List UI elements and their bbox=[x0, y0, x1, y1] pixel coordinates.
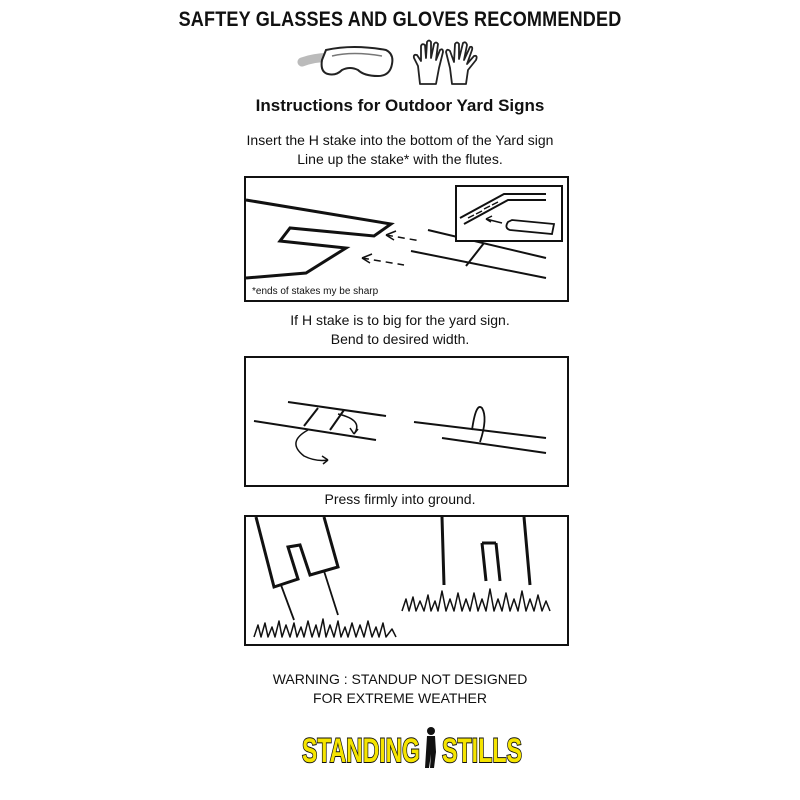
step3-text-line1: Press firmly into ground. bbox=[324, 491, 476, 507]
step2-text-line2: Bend to desired width. bbox=[330, 331, 470, 347]
insert-stake-panel bbox=[244, 176, 569, 302]
standing-person-icon bbox=[425, 727, 436, 768]
safety-warning-heading: SAFTEY GLASSES AND GLOVES RECOMMENDED bbox=[178, 8, 622, 31]
press-into-ground-panel bbox=[244, 515, 569, 646]
bend-stake-illustration bbox=[246, 358, 567, 485]
gloves-icon bbox=[410, 38, 490, 86]
step1-text-line2: Line up the stake* with the flutes. bbox=[297, 151, 503, 167]
safety-glasses-icon bbox=[298, 42, 398, 82]
standing-stills-logo bbox=[300, 724, 525, 770]
instructions-title: Instructions for Outdoor Yard Signs bbox=[255, 96, 545, 115]
insert-stake-illustration bbox=[246, 178, 567, 300]
bend-stake-panel bbox=[244, 356, 569, 487]
step2-text-line1: If H stake is to big for the yard sign. bbox=[290, 312, 510, 328]
ground-install-illustration bbox=[246, 517, 567, 644]
weather-warning-line1: WARNING : STANDUP NOT DESIGNED bbox=[272, 671, 528, 687]
weather-warning-line2: FOR EXTREME WEATHER bbox=[313, 690, 487, 706]
logo-text-standing: STANDING bbox=[302, 732, 420, 770]
sharp-ends-note: *ends of stakes my be sharp bbox=[252, 286, 379, 297]
step1-text-line1: Insert the H stake into the bottom of the Yard sign bbox=[246, 132, 554, 148]
logo-text-stills: STILLS bbox=[442, 732, 522, 770]
